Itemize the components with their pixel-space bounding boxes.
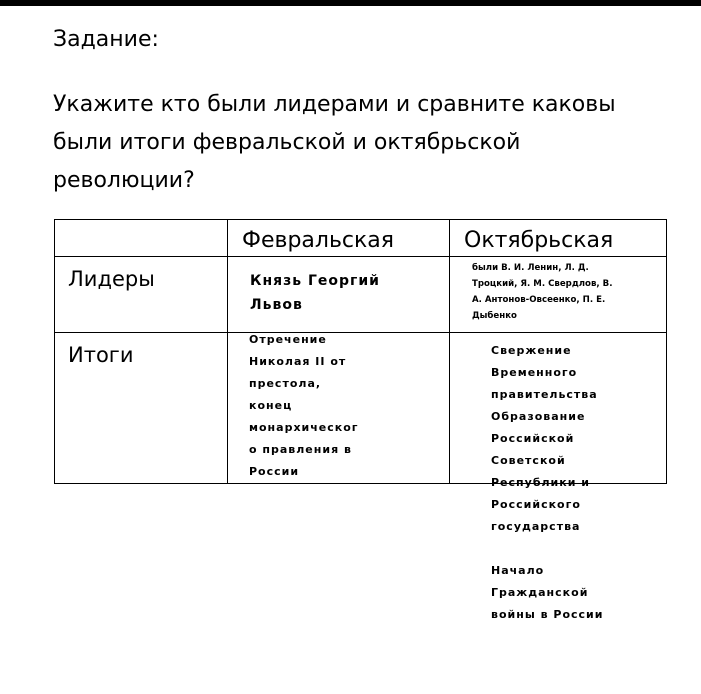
table-row-leaders — [55, 257, 667, 333]
results-label: Итоги — [68, 343, 134, 367]
leaders-label: Лидеры — [68, 267, 155, 291]
leaders-february-cell — [228, 257, 450, 333]
header-october: Октябрьская — [464, 228, 614, 253]
header-cell-empty — [55, 220, 228, 257]
task-label: Задание: — [53, 27, 159, 52]
leaders-label-cell — [55, 257, 228, 333]
results-february-cell — [228, 333, 450, 484]
leaders-february: Князь Георгий Львов — [250, 273, 380, 313]
header-february: Февральская — [242, 228, 395, 253]
table-header-row — [55, 220, 667, 257]
leaders-october: были В. И. Ленин, Л. Д. Троцкий, Я. М. Свердлов, В. А. Антонов-Овсеенко, П. Е. Дыбенко — [472, 263, 613, 321]
results-october: Свержение Временного правительства Образование Российской Советской Республики и Российского государства Начало Гражданской войны в России — [491, 344, 604, 621]
results-label-cell — [55, 333, 228, 484]
header-cell-february — [228, 220, 450, 257]
task-question: Укажите кто были лидерами и сравните каковы были итоги февральской и октябрьской революции? — [53, 92, 616, 193]
leaders-october-cell — [450, 257, 667, 333]
top-bar — [0, 0, 701, 6]
header-cell-october — [450, 220, 667, 257]
results-february: Отречение Николая II от престола, конец монархическог о правления в России — [249, 333, 359, 478]
